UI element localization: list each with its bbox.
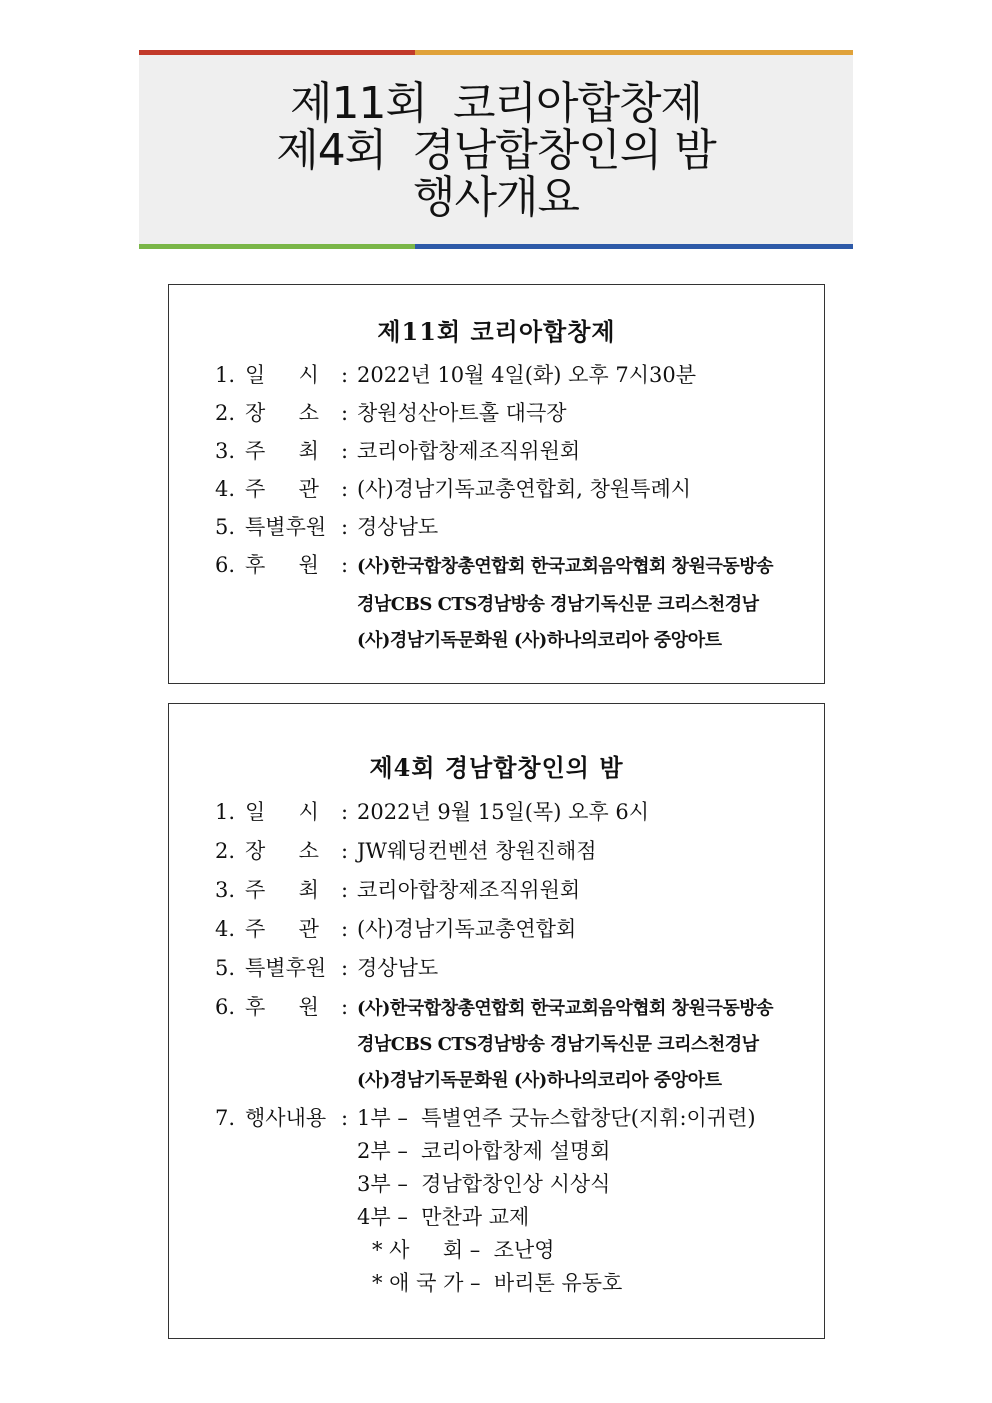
- event1-sponsor-line-3: (사)경남기독문화원 (사)하나의코리아 중앙아트: [357, 630, 722, 651]
- event1-sponsor-line-2: 경남CBS CTS경남방송 경남기독신문 크리스천경남: [357, 594, 759, 615]
- event1-row-organizer: [215, 473, 691, 503]
- row-label: 특별후원: [245, 956, 327, 980]
- bar-segment-green: [139, 244, 415, 249]
- row-value: (사)경남기독교총연합회, 창원특례시: [357, 477, 692, 501]
- row-number: 2.: [215, 839, 236, 863]
- page-title: [139, 80, 853, 221]
- banner-top-bar: [139, 50, 853, 55]
- row-value: JW웨딩컨벤션 창원진해점: [357, 839, 597, 863]
- row-value: 코리아합창제조직위원회: [357, 439, 581, 463]
- row-label: 주 최: [245, 878, 319, 902]
- header-banner: [139, 50, 853, 249]
- row-label: 장 소: [245, 839, 319, 863]
- row-label: 특별후원: [245, 515, 327, 539]
- row-label: 일 시: [245, 363, 319, 387]
- bar-segment-orange: [415, 50, 853, 55]
- row-number: 4.: [215, 477, 236, 501]
- row-value: 경상남도: [357, 515, 439, 539]
- event2-sponsor-line-3: (사)경남기독문화원 (사)하나의코리아 중앙아트: [357, 1070, 722, 1091]
- row-value: (사)한국합창총연합회 한국교회음악협회 창원극동방송: [357, 556, 773, 577]
- row-label: 행사내용: [245, 1106, 327, 1130]
- row-label: 주 관: [245, 917, 319, 941]
- row-colon: :: [341, 878, 349, 902]
- event2-row-organizer: [215, 913, 576, 943]
- row-number: 1.: [215, 363, 236, 387]
- row-number: 5.: [215, 515, 236, 539]
- row-number: 3.: [215, 878, 236, 902]
- row-colon: :: [341, 800, 349, 824]
- row-value: (사)한국합창총연합회 한국교회음악협회 창원극동방송: [357, 998, 773, 1019]
- title-line-3: 행사개요: [412, 172, 579, 223]
- event2-note-anthem: * 애 국 가 – 바리톤 유동호: [372, 1271, 623, 1295]
- row-number: 7.: [215, 1106, 236, 1130]
- event2-sponsor-line-2: 경남CBS CTS경남방송 경남기독신문 크리스천경남: [357, 1034, 759, 1055]
- event2-program-part-2: 2부 – 코리아합창제 설명회: [357, 1139, 611, 1163]
- row-value: 2022년 10월 4일(화) 오후 7시30분: [357, 363, 696, 387]
- row-colon: :: [341, 477, 349, 501]
- event2-row-special-sponsor: [215, 952, 438, 982]
- banner-bottom-bar: [139, 244, 853, 249]
- event2-program-part-4: 4부 – 만찬과 교제: [357, 1205, 530, 1229]
- event2-program-part-3: 3부 – 경남합창인상 시상식: [357, 1172, 611, 1196]
- title-line-1: 제11회 코리아합창제: [290, 78, 702, 129]
- row-colon: :: [341, 839, 349, 863]
- row-value: (사)경남기독교총연합회: [357, 917, 577, 941]
- row-number: 3.: [215, 439, 236, 463]
- event2-row-date: [215, 796, 649, 826]
- event2-row-sponsors: [215, 991, 773, 1021]
- bar-segment-red: [139, 50, 415, 55]
- row-label: 후 원: [245, 553, 319, 577]
- event2-box: [168, 703, 825, 1339]
- row-label: 장 소: [245, 401, 319, 425]
- row-number: 6.: [215, 995, 236, 1019]
- row-colon: :: [341, 439, 349, 463]
- event2-title: 제4회 경남합창인의 밤: [369, 753, 624, 782]
- event1-row-sponsors: [215, 549, 773, 579]
- row-colon: :: [341, 515, 349, 539]
- event1-row-venue: [215, 397, 567, 427]
- row-number: 1.: [215, 800, 236, 824]
- row-colon: :: [341, 553, 349, 577]
- bar-segment-blue: [415, 244, 853, 249]
- event2-row-host: [215, 874, 580, 904]
- event2-row-venue: [215, 835, 597, 865]
- row-colon: :: [341, 401, 349, 425]
- row-value: 2022년 9월 15일(목) 오후 6시: [357, 800, 649, 824]
- row-value: 창원성산아트홀 대극장: [357, 401, 567, 425]
- row-colon: :: [341, 363, 349, 387]
- event2-row-program: [215, 1102, 756, 1132]
- row-colon: :: [341, 917, 349, 941]
- row-colon: :: [341, 956, 349, 980]
- row-label: 주 최: [245, 439, 319, 463]
- event2-note-mc: * 사 회 – 조난영: [372, 1238, 555, 1262]
- row-number: 6.: [215, 553, 236, 577]
- row-label: 일 시: [245, 800, 319, 824]
- event1-row-host: [215, 435, 580, 465]
- row-value: 경상남도: [357, 956, 439, 980]
- row-value: 코리아합창제조직위원회: [357, 878, 581, 902]
- event1-box: [168, 284, 825, 684]
- row-number: 4.: [215, 917, 236, 941]
- row-label: 주 관: [245, 477, 319, 501]
- row-colon: :: [341, 995, 349, 1019]
- event1-row-special-sponsor: [215, 511, 438, 541]
- row-colon: :: [341, 1106, 349, 1130]
- event1-title: 제11회 코리아합창제: [377, 317, 616, 346]
- row-label: 후 원: [245, 995, 319, 1019]
- row-value: 1부 – 특별연주 굿뉴스합창단(지휘:이귀련): [357, 1106, 756, 1130]
- event1-row-date: [215, 359, 696, 389]
- row-number: 5.: [215, 956, 236, 980]
- row-number: 2.: [215, 401, 236, 425]
- title-line-2: 제4회 경남합창인의 밤: [276, 125, 716, 176]
